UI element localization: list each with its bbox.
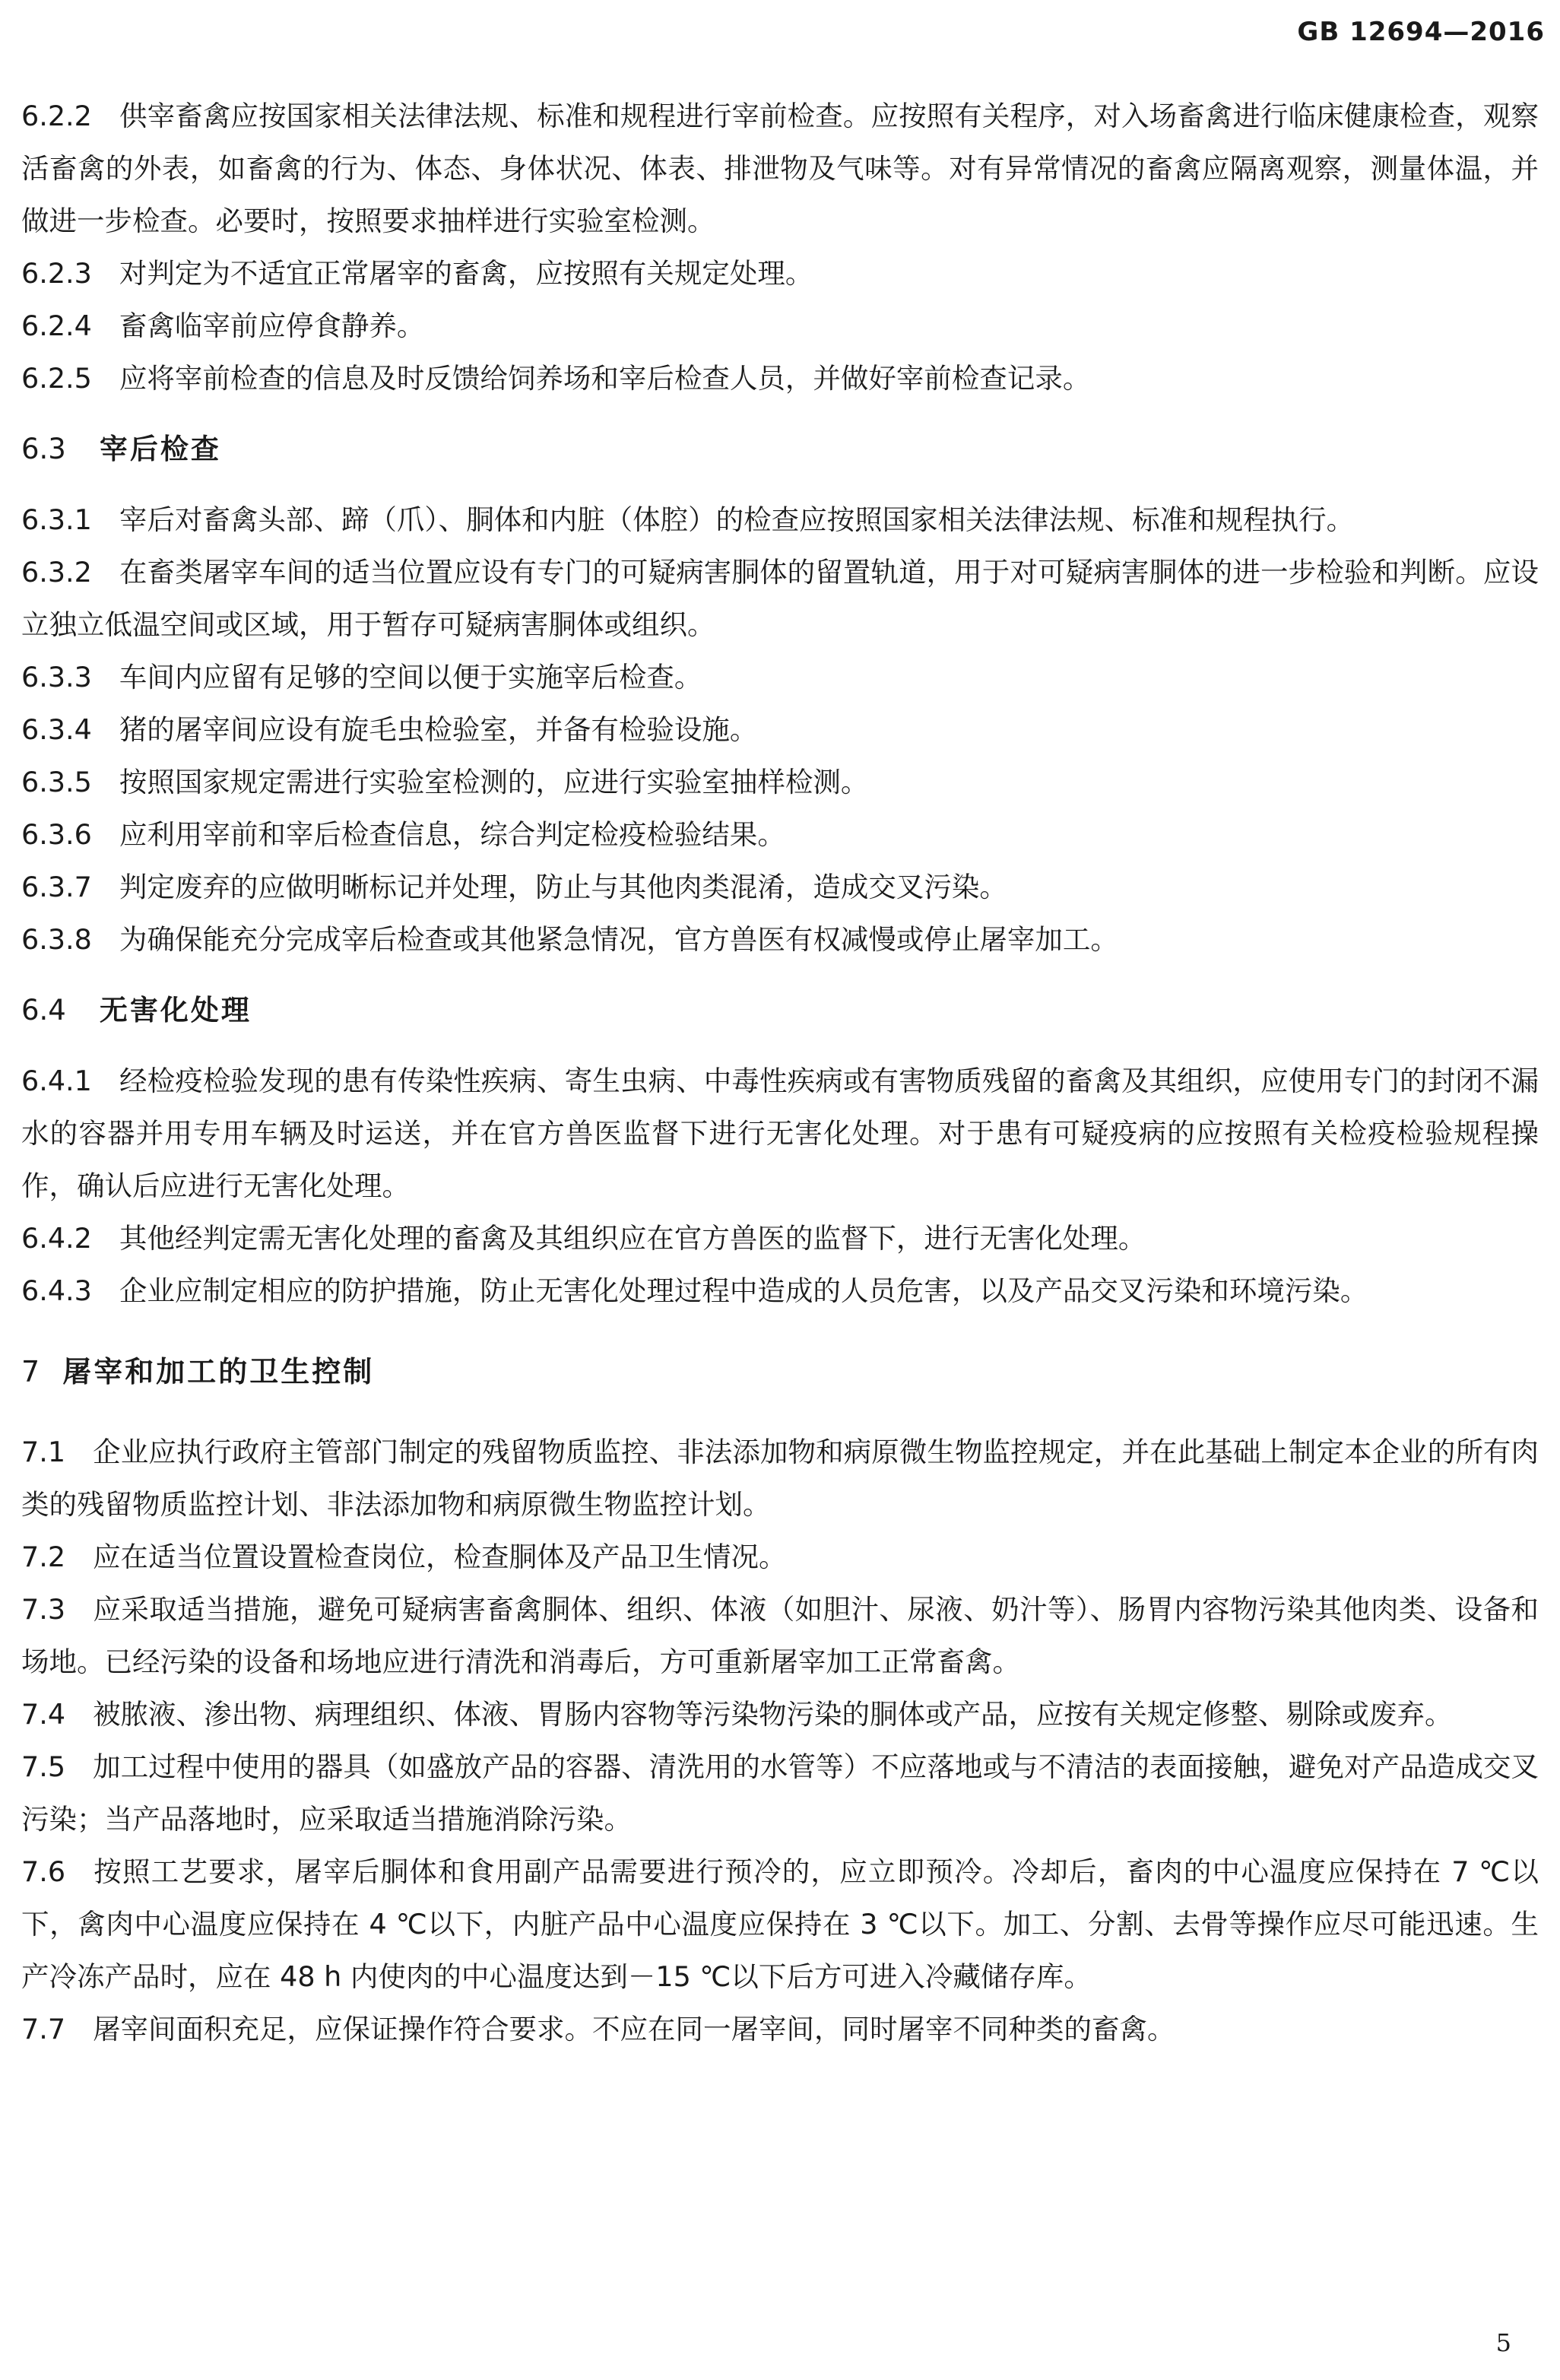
clause-paragraph — [21, 90, 1539, 247]
document-body — [21, 90, 1539, 2055]
clause-paragraph — [21, 352, 1539, 405]
clause-text: 按照国家规定需进行实验室检测的，应进行实验室抽样检测。 — [119, 766, 869, 798]
clause-paragraph — [21, 546, 1539, 651]
clause-paragraph — [21, 703, 1539, 756]
heading-title: 宰后检查 — [99, 433, 221, 465]
clause-text: 车间内应留有足够的空间以便于实施宰后检查。 — [119, 661, 702, 693]
clause-paragraph — [21, 913, 1539, 966]
clause-number: 6.2.5 — [21, 362, 92, 395]
clause-paragraph — [21, 2003, 1539, 2055]
clause-text: 猪的屠宰间应设有旋毛虫检验室，并备有检验设施。 — [119, 713, 758, 746]
clause-number: 7.2 — [21, 1541, 66, 1573]
clause-paragraph — [21, 651, 1539, 703]
clause-text: 宰后对畜禽头部、蹄（爪）、胴体和内脏（体腔）的检查应按照国家相关法律法规、标准和规程执行。 — [119, 503, 1355, 536]
heading-title: 无害化处理 — [99, 994, 252, 1027]
clause-text: 判定废弃的应做明晰标记并处理，防止与其他肉类混淆，造成交叉污染。 — [119, 871, 1007, 903]
page-number: 5 — [1495, 2328, 1511, 2357]
clause-text: 应将宰前检查的信息及时反馈给饲养场和宰后检查人员，并做好宰前检查记录。 — [119, 362, 1091, 395]
clause-text: 企业应制定相应的防护措施，防止无害化处理过程中造成的人员危害，以及产品交叉污染和环境污染。 — [119, 1274, 1368, 1307]
clause-paragraph — [21, 247, 1539, 300]
clause-number: 6.4 — [21, 994, 66, 1027]
clause-text: 屠宰间面积充足，应保证操作符合要求。不应在同一屠宰间，同时屠宰不同种类的畜禽。 — [93, 2013, 1175, 2045]
clause-paragraph — [21, 493, 1539, 546]
clause-text: 为确保能充分完成宰后检查或其他紧急情况，官方兽医有权减慢或停止屠宰加工。 — [119, 923, 1118, 956]
clause-paragraph — [21, 1688, 1539, 1741]
clause-paragraph — [21, 1426, 1539, 1531]
clause-text: 经检疫检验发现的患有传染性疾病、寄生虫病、中毒性疾病或有害物质残留的畜禽及其组织，应使用专门的封闭不漏水的容器并用专用车辆及时运送，并在官方兽医监督下进行无害化处理。对于患有可疑疫病的应按照有关检疫检验规程操作，确认后应进行无害化处理。 — [21, 1065, 1539, 1202]
heading-title: 屠宰和加工的卫生控制 — [62, 1355, 375, 1388]
clause-text: 应采取适当措施，避免可疑病害畜禽胴体、组织、体液（如胆汁、尿液、奶汁等）、肠胃内容物污染其他肉类、设备和场地。已经污染的设备和场地应进行清洗和消毒后，方可重新屠宰加工正常畜禽。 — [21, 1593, 1539, 1678]
clause-text: 加工过程中使用的器具（如盛放产品的容器、清洗用的水管等）不应落地或与不清洁的表面接触，避免对产品造成交叉污染；当产品落地时，应采取适当措施消除污染。 — [21, 1750, 1539, 1836]
clause-number: 6.3.6 — [21, 818, 92, 851]
clause-number: 6.4.3 — [21, 1274, 92, 1307]
clause-number: 6.4.1 — [21, 1065, 92, 1097]
clause-text: 对判定为不适宜正常屠宰的畜禽，应按照有关规定处理。 — [119, 257, 813, 290]
clause-number: 7 — [21, 1355, 40, 1388]
clause-paragraph — [21, 756, 1539, 808]
clause-text: 被脓液、渗出物、病理组织、体液、胃肠内容物等污染物污染的胴体或产品，应按有关规定修整、剔除或废弃。 — [93, 1698, 1453, 1731]
clause-paragraph — [21, 1265, 1539, 1317]
subsection-heading — [21, 423, 1539, 475]
clause-number: 6.3.5 — [21, 766, 92, 798]
clause-number: 6.2.2 — [21, 100, 92, 132]
section-heading — [21, 1346, 1539, 1398]
subsection-heading — [21, 984, 1539, 1036]
clause-text: 应在适当位置设置检查岗位，检查胴体及产品卫生情况。 — [93, 1541, 787, 1573]
clause-text: 在畜类屠宰车间的适当位置应设有专门的可疑病害胴体的留置轨道，用于对可疑病害胴体的进一步检验和判断。应设立独立低温空间或区域，用于暂存可疑病害胴体或组织。 — [21, 556, 1539, 641]
clause-paragraph — [21, 300, 1539, 352]
clause-number: 6.4.2 — [21, 1222, 92, 1255]
clause-paragraph — [21, 1212, 1539, 1265]
clause-number: 6.2.3 — [21, 257, 92, 290]
clause-paragraph — [21, 1055, 1539, 1212]
clause-paragraph — [21, 1741, 1539, 1845]
clause-paragraph — [21, 1531, 1539, 1583]
clause-paragraph — [21, 808, 1539, 861]
clause-number: 7.7 — [21, 2013, 66, 2045]
clause-number: 6.3.2 — [21, 556, 92, 589]
clause-paragraph — [21, 1583, 1539, 1688]
clause-number: 7.4 — [21, 1698, 66, 1731]
clause-number: 6.3.3 — [21, 661, 92, 693]
clause-number: 7.3 — [21, 1593, 66, 1626]
clause-text: 供宰畜禽应按国家相关法律法规、标准和规程进行宰前检查。应按照有关程序，对入场畜禽进行临床健康检查，观察活畜禽的外表，如畜禽的行为、体态、身体状况、体表、排泄物及气味等。对有异常情况的畜禽应隔离观察，测量体温，并做进一步检查。必要时，按照要求抽样进行实验室检测。 — [21, 100, 1539, 237]
clause-text: 畜禽临宰前应停食静养。 — [119, 309, 425, 342]
clause-text: 其他经判定需无害化处理的畜禽及其组织应在官方兽医的监督下，进行无害化处理。 — [119, 1222, 1146, 1255]
clause-paragraph — [21, 861, 1539, 913]
clause-text: 企业应执行政府主管部门制定的残留物质监控、非法添加物和病原微生物监控规定，并在此基础上制定本企业的所有肉类的残留物质监控计划、非法添加物和病原微生物监控计划。 — [21, 1436, 1539, 1521]
clause-number: 7.5 — [21, 1750, 66, 1783]
standard-number: GB 12694—2016 — [1297, 17, 1545, 47]
clause-number: 6.2.4 — [21, 309, 92, 342]
clause-number: 6.3.4 — [21, 713, 92, 746]
clause-text: 应利用宰前和宰后检查信息，综合判定检疫检验结果。 — [119, 818, 785, 851]
clause-number: 7.6 — [21, 1855, 66, 1888]
clause-text: 按照工艺要求，屠宰后胴体和食用副产品需要进行预冷的，应立即预冷。冷却后，畜肉的中心温度应保持在 7 ℃以下，禽肉中心温度应保持在 4 ℃以下，内脏产品中心温度应保持在 3 ℃以下。加工、分割、去骨等操作应尽可能迅速。生产冷冻产品时，应在 48 h 内使肉的中心温度达到－15 ℃以下后方可进入冷藏储存库。 — [21, 1855, 1539, 1993]
clause-number: 7.1 — [21, 1436, 66, 1468]
clause-number: 6.3 — [21, 433, 66, 465]
clause-number: 6.3.1 — [21, 503, 92, 536]
clause-number: 6.3.7 — [21, 871, 92, 903]
clause-number: 6.3.8 — [21, 923, 92, 956]
clause-paragraph — [21, 1845, 1539, 2003]
